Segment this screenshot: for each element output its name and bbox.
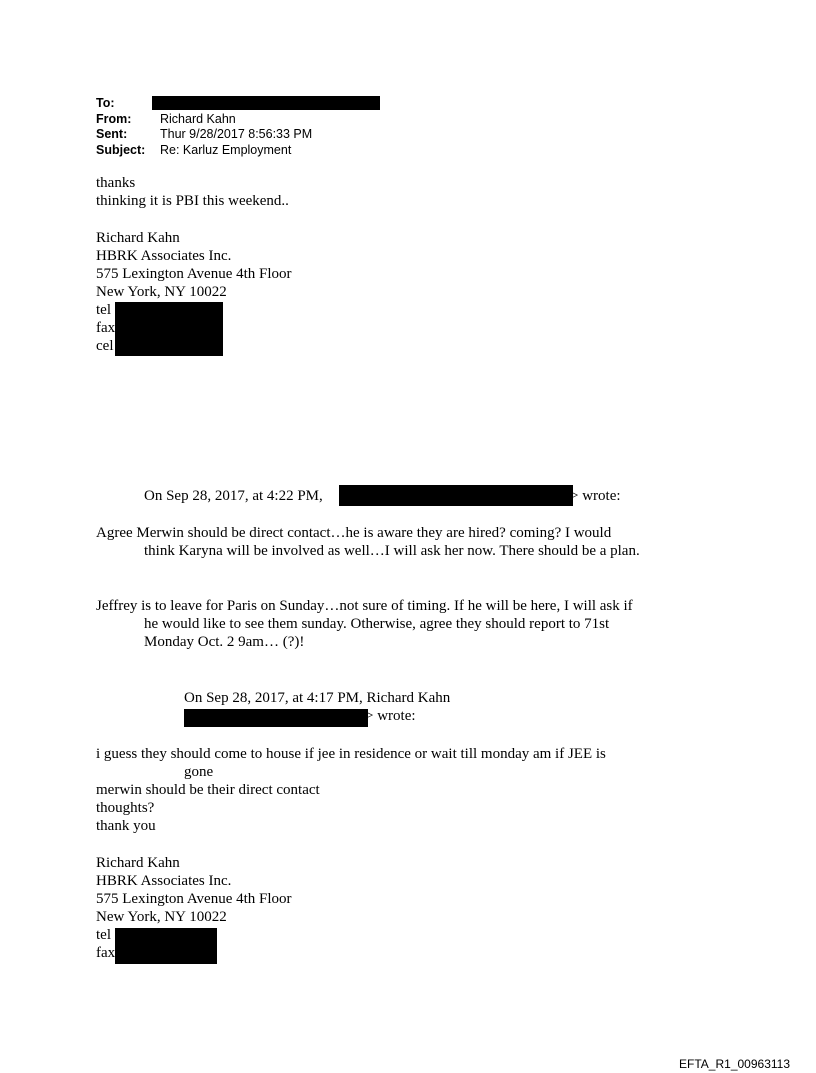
signature-fax: fax: [96, 320, 116, 336]
signature-company: HBRK Associates Inc.: [96, 248, 232, 264]
signature-address-2: New York, NY 10022: [96, 284, 227, 300]
signature-tel: tel: [96, 927, 111, 943]
signature-address-2: New York, NY 10022: [96, 909, 227, 925]
quote-intro: On Sep 28, 2017, at 4:17 PM, Richard Kahn: [184, 690, 451, 706]
quote-line: thoughts?: [96, 800, 155, 816]
from-label: From:: [96, 111, 132, 126]
sent-label: Sent:: [96, 127, 128, 141]
quote-line-cont: gone: [184, 764, 214, 780]
quote-intro-end: > wrote:: [365, 708, 416, 724]
quote-paragraph: Jeffrey is to leave for Paris on Sunday…not sure of timing. If he will be here, I will ask if: [96, 598, 633, 614]
redaction-phone-numbers: [115, 302, 223, 356]
quote-paragraph-cont: Monday Oct. 2 9am… (?)!: [144, 634, 305, 650]
quote-paragraph-cont: he would like to see them sunday. Otherwise, agree they should report to 71st: [144, 616, 610, 632]
signature-fax: fax: [96, 945, 116, 961]
message-body: [96, 174, 289, 210]
quote-intro-end: > wrote:: [570, 488, 621, 504]
redaction-phone-numbers: [115, 928, 217, 964]
signature-name: Richard Kahn: [96, 855, 180, 871]
signature-cell: cel: [96, 338, 114, 354]
signature-company: HBRK Associates Inc.: [96, 873, 232, 889]
subject-label: Subject:: [96, 142, 146, 157]
message-line: thinking it is PBI this weekend..: [96, 193, 289, 209]
to-label: To:: [96, 96, 115, 110]
signature-tel: tel: [96, 302, 111, 318]
redaction-sender: [339, 485, 573, 506]
quote-line: thank you: [96, 818, 156, 834]
quote-line: i guess they should come to house if jee in residence or wait till monday am if JEE is: [96, 746, 606, 762]
document-id: EFTA_R1_00963113: [679, 1057, 790, 1071]
signature-address-1: 575 Lexington Avenue 4th Floor: [96, 266, 292, 282]
quote-intro: On Sep 28, 2017, at 4:22 PM,: [144, 488, 323, 504]
subject-value: Re: Karluz Employment: [160, 142, 292, 157]
redaction-to: [152, 96, 380, 110]
quote-paragraph: Agree Merwin should be direct contact…he is aware they are hired? coming? I would: [96, 525, 612, 541]
quote-line: merwin should be their direct contact: [96, 782, 320, 798]
signature-address-1: 575 Lexington Avenue 4th Floor: [96, 891, 292, 907]
signature-name: Richard Kahn: [96, 230, 180, 246]
from-value: Richard Kahn: [160, 111, 236, 126]
message-line: thanks: [96, 175, 136, 191]
quote-paragraph-cont: think Karyna will be involved as well…I will ask her now. There should be a plan.: [144, 543, 640, 559]
sent-value: Thur 9/28/2017 8:56:33 PM: [160, 127, 313, 141]
redaction-email: [184, 709, 368, 727]
